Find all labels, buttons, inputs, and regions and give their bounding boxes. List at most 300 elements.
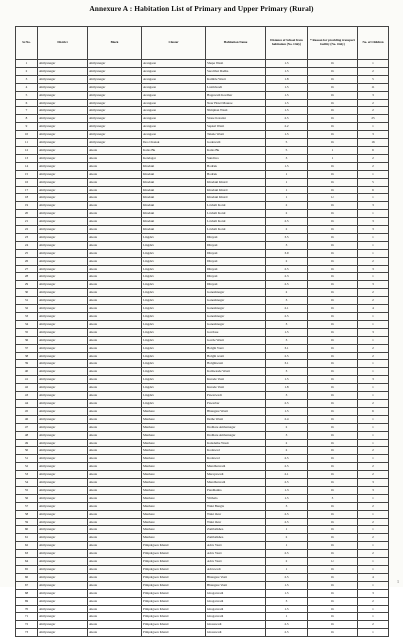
table-cell: 24 [16, 241, 38, 249]
table-cell: 3 [266, 241, 308, 249]
table-cell: 1 [266, 170, 308, 178]
table-cell: Akole [88, 233, 142, 241]
table-cell: Akole [88, 305, 142, 313]
header-block: Block [88, 27, 142, 60]
table-cell: Manhere [142, 494, 206, 502]
table-cell: Ahilyanagar [38, 257, 88, 265]
table-cell: Khadaki [142, 226, 206, 234]
table-row [16, 352, 389, 360]
table-cell: Pandhanha [206, 486, 266, 494]
table-cell: 1 [358, 336, 389, 344]
table-cell: 1b [308, 566, 358, 574]
table-cell: Lingdev [142, 265, 206, 273]
table-cell: Akole [88, 344, 142, 352]
table-row [16, 423, 389, 431]
table-cell: 73 [16, 629, 38, 637]
table-cell: Lingdev [142, 320, 206, 328]
table-cell: 68 [16, 589, 38, 597]
table-cell: Ahilyanagar [38, 558, 88, 566]
table-cell: Lavhali Kotul [206, 202, 266, 210]
table-cell: Ahilyanagar [38, 352, 88, 360]
table-cell: 44 [16, 399, 38, 407]
table-cell: 2 [266, 210, 308, 218]
table-cell: 2 [358, 99, 389, 107]
table-cell: 1.5 [266, 83, 308, 91]
table-cell: Manhere [142, 431, 206, 439]
table-cell: Ahilyanagar [38, 407, 88, 415]
table-cell: Sapkal Wasti [206, 123, 266, 131]
table-cell: 5 [358, 178, 389, 186]
table-row [16, 257, 389, 265]
table-row [16, 573, 389, 581]
table-cell: Adav Vasti [206, 542, 266, 550]
table-row [16, 226, 389, 234]
header-district: District [38, 27, 88, 60]
table-cell: Kalas Bk [142, 146, 206, 154]
table-cell: 71 [16, 613, 38, 621]
table-row [16, 344, 389, 352]
table-cell: 2.1 [266, 471, 308, 479]
table-cell: Manhere [142, 486, 206, 494]
table-cell: 6 [16, 99, 38, 107]
table-row [16, 494, 389, 502]
table-row [16, 360, 389, 368]
table-cell: Akole [88, 581, 142, 589]
table-cell: 1b [308, 281, 358, 289]
table-cell: 1b [308, 99, 358, 107]
table-cell: Arangaon [142, 99, 206, 107]
table-cell: 2 [358, 621, 389, 629]
table-cell: 1.5 [266, 162, 308, 170]
table-cell: Lingdev [142, 360, 206, 368]
table-cell: Pimpalgaon Khand [142, 558, 206, 566]
table-cell: 66 [16, 573, 38, 581]
table-cell: 69 [16, 597, 38, 605]
table-cell: 1b [308, 376, 358, 384]
table-cell: Dhayati [206, 257, 266, 265]
table-cell: Akole [88, 526, 142, 534]
table-row [16, 486, 389, 494]
table-cell: 33 [16, 313, 38, 321]
table-row [16, 613, 389, 621]
table-cell: 1b [308, 502, 358, 510]
table-cell: 1 [358, 249, 389, 257]
table-cell: Sarolibai Dadha [206, 67, 266, 75]
table-row [16, 305, 389, 313]
table-cell: Ahilyanagar [38, 392, 88, 400]
table-cell: 1 [358, 170, 389, 178]
table-cell: Akole [88, 431, 142, 439]
table-cell: 3 [358, 589, 389, 597]
table-cell: 1.5 [266, 589, 308, 597]
table-cell: 2 [358, 162, 389, 170]
table-cell: Waki Ozar [206, 510, 266, 518]
table-cell: Ahilyanagar [38, 154, 88, 162]
table-row [16, 202, 389, 210]
table-cell: Ahilyanagar [38, 328, 88, 336]
table-cell: 39 [16, 360, 38, 368]
table-cell: 1 [358, 494, 389, 502]
table-cell: 3 [266, 597, 308, 605]
table-cell: 1b [308, 75, 358, 83]
table-cell: Manhere [142, 447, 206, 455]
table-cell: Mandharwadi [206, 479, 266, 487]
table-cell: Akole [88, 297, 142, 305]
table-row [16, 581, 389, 589]
table-cell: 1 [358, 526, 389, 534]
table-cell: Pimpalgaon Khand [142, 573, 206, 581]
table-cell: 1.5 [266, 67, 308, 75]
table-cell: 1b [308, 344, 358, 352]
table-row [16, 91, 389, 99]
table-cell: Ahilyanagar [38, 281, 88, 289]
table-cell: 1b [308, 384, 358, 392]
table-cell: Khadaki [142, 194, 206, 202]
table-cell: 1b [308, 289, 358, 297]
table-cell: 23 [16, 233, 38, 241]
table-cell: Bhangare Wasti [206, 407, 266, 415]
table-cell: 45 [16, 407, 38, 415]
table-cell: Lingdev [142, 233, 206, 241]
table-cell: Lingdev [142, 344, 206, 352]
table-cell: 3 [266, 320, 308, 328]
table-cell: Akole [88, 360, 142, 368]
table-cell: 1 [16, 60, 38, 68]
table-cell: Akole [88, 518, 142, 526]
table-cell: 2 [358, 399, 389, 407]
table-cell: Arangaon [142, 60, 206, 68]
table-cell: 63 [16, 550, 38, 558]
table-cell: 1 [266, 194, 308, 202]
table-cell: 1b [308, 613, 358, 621]
table-cell: Lingdev [142, 257, 206, 265]
table-cell: 56 [16, 494, 38, 502]
table-cell: 2.5 [266, 573, 308, 581]
table-cell: 19 [16, 202, 38, 210]
table-cell: Akole [88, 399, 142, 407]
table-row [16, 455, 389, 463]
table-row [16, 439, 389, 447]
table-cell: 2.5 [266, 550, 308, 558]
table-cell: 11 [16, 139, 38, 147]
table-cell: 57 [16, 502, 38, 510]
table-cell: 1 [358, 415, 389, 423]
table-cell: Arangaon [142, 107, 206, 115]
table-cell: Akole [88, 226, 142, 234]
table-cell: Akole [88, 368, 142, 376]
table-cell: 2 [358, 502, 389, 510]
table-cell: Ahilyanagar [38, 99, 88, 107]
table-cell: Khadaki [142, 162, 206, 170]
table-cell: Ahilyanagar [88, 123, 142, 131]
table-cell: 1.8 [266, 384, 308, 392]
table-cell: Ahilyanagar [38, 194, 88, 202]
table-cell: Gadewadi [206, 139, 266, 147]
table-cell: 1 [266, 542, 308, 550]
table-cell: 2 [358, 154, 389, 162]
table-cell: 47 [16, 423, 38, 431]
table-cell: 2 [358, 597, 389, 605]
table-cell: Kamble Wasti [206, 75, 266, 83]
table-cell: Kurade Vasti [206, 376, 266, 384]
table-cell: 1b [308, 550, 358, 558]
table-cell: Ahilyanagar [88, 83, 142, 91]
table-cell: Ahilyanagar [38, 581, 88, 589]
table-cell: Ahilyanagar [38, 589, 88, 597]
table-cell: Waki Ozar [206, 518, 266, 526]
table-cell: 34 [16, 320, 38, 328]
table-cell: Dhayati [206, 281, 266, 289]
table-cell: 1 [358, 194, 389, 202]
table-cell: Ahilyanagar [38, 123, 88, 131]
table-cell: 1b [308, 83, 358, 91]
table-cell: 2 [358, 550, 389, 558]
table-cell: 2 [266, 439, 308, 447]
table-cell: 1.5 [266, 328, 308, 336]
table-cell: Ahilyanagar [88, 131, 142, 139]
table-row [16, 320, 389, 328]
table-cell: Bhangare Vasti [206, 573, 266, 581]
table-cell: Ahilyanagar [38, 67, 88, 75]
table-cell: Pawarwadi [206, 392, 266, 400]
table-cell: Akole [88, 257, 142, 265]
table-cell: Akole [88, 281, 142, 289]
table-row [16, 415, 389, 423]
table-cell: Adavwadi [206, 566, 266, 574]
table-cell: Ahilyanagar [38, 542, 88, 550]
table-cell: Dhayati [206, 265, 266, 273]
table-cell: 1b [308, 67, 358, 75]
table-cell: Mandharwadi [206, 463, 266, 471]
table-cell: Ahilyanagar [38, 486, 88, 494]
table-cell: Ahilyanagar [38, 463, 88, 471]
table-cell: 1b [308, 589, 358, 597]
table-cell: 6 [358, 186, 389, 194]
table-cell: Khadaki Khurd [206, 178, 266, 186]
table-cell: Ahilyanagar [88, 75, 142, 83]
table-cell: 1b [308, 123, 358, 131]
table-cell: Ahilyanagar [38, 241, 88, 249]
table-cell: Ahilyanagar [88, 99, 142, 107]
header-distance: Distance of School from habitation (No. Only) [266, 27, 308, 60]
table-cell: Akole [88, 376, 142, 384]
table-cell: Ahilyanagar [38, 233, 88, 241]
table-cell: Akole [88, 542, 142, 550]
table-cell: Akole [88, 186, 142, 194]
table-cell: Ahilyanagar [38, 218, 88, 226]
table-cell: 1b [308, 431, 358, 439]
table-cell: 2.3 [266, 273, 308, 281]
table-cell: 1b [308, 471, 358, 479]
table-cell: 1b [308, 249, 358, 257]
table-cell: Ahilyanagar [38, 107, 88, 115]
table-cell: Holghi wasti [206, 352, 266, 360]
table-cell: Lingdev [142, 241, 206, 249]
table-cell: Akole [88, 146, 142, 154]
table-cell: 2 [358, 471, 389, 479]
table-cell: Dhayati [206, 233, 266, 241]
table-cell: 2.5 [266, 313, 308, 321]
table-cell: Lingdev [142, 273, 206, 281]
table-cell: 1b [308, 407, 358, 415]
table-cell: Kendagar [142, 154, 206, 162]
table-row [16, 194, 389, 202]
table-cell: Ahilyanagar [38, 305, 88, 313]
table-cell: Lingdev [142, 281, 206, 289]
table-cell: 1b [308, 336, 358, 344]
table-cell: 2 [358, 344, 389, 352]
table-cell: Deo Chanak [142, 139, 206, 147]
table-cell: 2.5 [266, 621, 308, 629]
table-cell: 3 [266, 431, 308, 439]
table-cell: 2 [358, 463, 389, 471]
table-cell: 3.1 [266, 360, 308, 368]
table-cell: Akole [88, 589, 142, 597]
table-cell: 1 [358, 273, 389, 281]
table-cell: Kaledethe Wasti [206, 439, 266, 447]
table-cell: Dhayati [206, 249, 266, 257]
table-row [16, 233, 389, 241]
table-cell: Shape Wasti [206, 60, 266, 68]
table-cell: Manhere [142, 471, 206, 479]
table-cell: 1 [358, 320, 389, 328]
table-cell: Ahilyanagar [38, 629, 88, 637]
table-cell: 1b [308, 629, 358, 637]
table-cell: 1 [358, 613, 389, 621]
table-cell: Ganeshnagar [206, 289, 266, 297]
table-cell: Ahilyanagar [38, 479, 88, 487]
table-cell: 1 [358, 455, 389, 463]
table-row [16, 218, 389, 226]
table-cell: Akole [88, 273, 142, 281]
table-cell: Ahilyanagar [88, 67, 142, 75]
table-cell: 1 [358, 360, 389, 368]
table-cell: Lingdev [142, 297, 206, 305]
table-row [16, 605, 389, 613]
table-cell: Ahilyanagar [38, 170, 88, 178]
table-cell: Lingdev [142, 313, 206, 321]
table-cell: 1b [308, 139, 358, 147]
table-cell: Ahilyanagar [38, 597, 88, 605]
table-row [16, 146, 389, 154]
table-row [16, 399, 389, 407]
table-cell: Akole [88, 471, 142, 479]
table-row [16, 313, 389, 321]
table-cell: 1 [308, 154, 358, 162]
table-cell: Akole [88, 392, 142, 400]
table-cell: Ganeshnagar [206, 305, 266, 313]
table-cell: 2.4 [266, 415, 308, 423]
table-cell: 10 [16, 131, 38, 139]
table-cell: Ahilyanagar [38, 131, 88, 139]
table-cell: 53 [16, 471, 38, 479]
table-cell: Ahilyanagar [38, 186, 88, 194]
table-cell: 3 [358, 202, 389, 210]
table-cell: 49 [16, 439, 38, 447]
table-cell: Arangaon [142, 67, 206, 75]
table-cell: Ghogarwadi [206, 605, 266, 613]
table-cell: Manhere [142, 415, 206, 423]
table-cell: Ahilyanagar [38, 265, 88, 273]
table-cell: 2.5 [266, 399, 308, 407]
table-cell: 1b [308, 368, 358, 376]
table-cell: 2 [358, 447, 389, 455]
table-cell: 2.1 [266, 305, 308, 313]
table-cell: Akole [88, 566, 142, 574]
table-cell: Ahilyanagar [38, 399, 88, 407]
table-cell: 38 [16, 352, 38, 360]
table-cell: Akole [88, 613, 142, 621]
table-cell: Akole [88, 597, 142, 605]
table-cell: Ahilyanagar [88, 107, 142, 115]
table-cell: 15 [16, 170, 38, 178]
table-cell: 1b [308, 162, 358, 170]
table-cell: 2.2 [266, 123, 308, 131]
table-cell: 3.5 [266, 233, 308, 241]
table-cell: 54 [16, 479, 38, 487]
table-cell: Kurade Vasti [206, 384, 266, 392]
table-cell: 1.5 [266, 581, 308, 589]
table-cell: Akole [88, 447, 142, 455]
table-cell: 2.5 [266, 281, 308, 289]
table-cell: 5 [266, 146, 308, 154]
table-cell: 2 [266, 558, 308, 566]
table-row [16, 265, 389, 273]
table-cell: 1b [308, 542, 358, 550]
table-cell: Akole [88, 170, 142, 178]
table-cell: Akole [88, 573, 142, 581]
table-cell: Akole [88, 320, 142, 328]
table-cell: Akole [88, 558, 142, 566]
table-cell: 1b [308, 581, 358, 589]
table-row [16, 526, 389, 534]
table-cell: Gavde Wasti [206, 336, 266, 344]
table-cell: Akole [88, 494, 142, 502]
table-cell: 2 [266, 226, 308, 234]
table-row [16, 178, 389, 186]
table-cell: 1 [358, 629, 389, 637]
table-row [16, 407, 389, 415]
table-cell: 1 [358, 368, 389, 376]
header-sr-no: Sr.No. [16, 27, 38, 60]
table-cell: 1 [358, 313, 389, 321]
table-cell: Lavhali Kotul [206, 226, 266, 234]
table-row [16, 384, 389, 392]
table-cell: Ahilyanagar [38, 494, 88, 502]
table-cell: Akole [88, 629, 142, 637]
table-cell: Akole [88, 178, 142, 186]
table-cell: Pimpalgaon Khand [142, 589, 206, 597]
table-cell: 1 [266, 178, 308, 186]
table-cell: Akole [88, 289, 142, 297]
table-cell: Ahilyanagar [38, 502, 88, 510]
table-cell: 1b [308, 170, 358, 178]
table-cell: Nimphan Wasti [206, 107, 266, 115]
table-cell: Pimpalgaon Khand [142, 597, 206, 605]
table-cell: 2.5 [266, 629, 308, 637]
table-cell: 1 [358, 510, 389, 518]
table-cell: 16 [16, 178, 38, 186]
table-cell: Akole [88, 455, 142, 463]
table-cell: Ahilyanagar [38, 313, 88, 321]
table-cell: Kodawad [206, 455, 266, 463]
table-row [16, 249, 389, 257]
table-row [16, 431, 389, 439]
table-cell: 61 [16, 534, 38, 542]
table-cell: Ahilyanagar [38, 439, 88, 447]
table-cell: Ahilyanagar [38, 455, 88, 463]
table-row [16, 186, 389, 194]
